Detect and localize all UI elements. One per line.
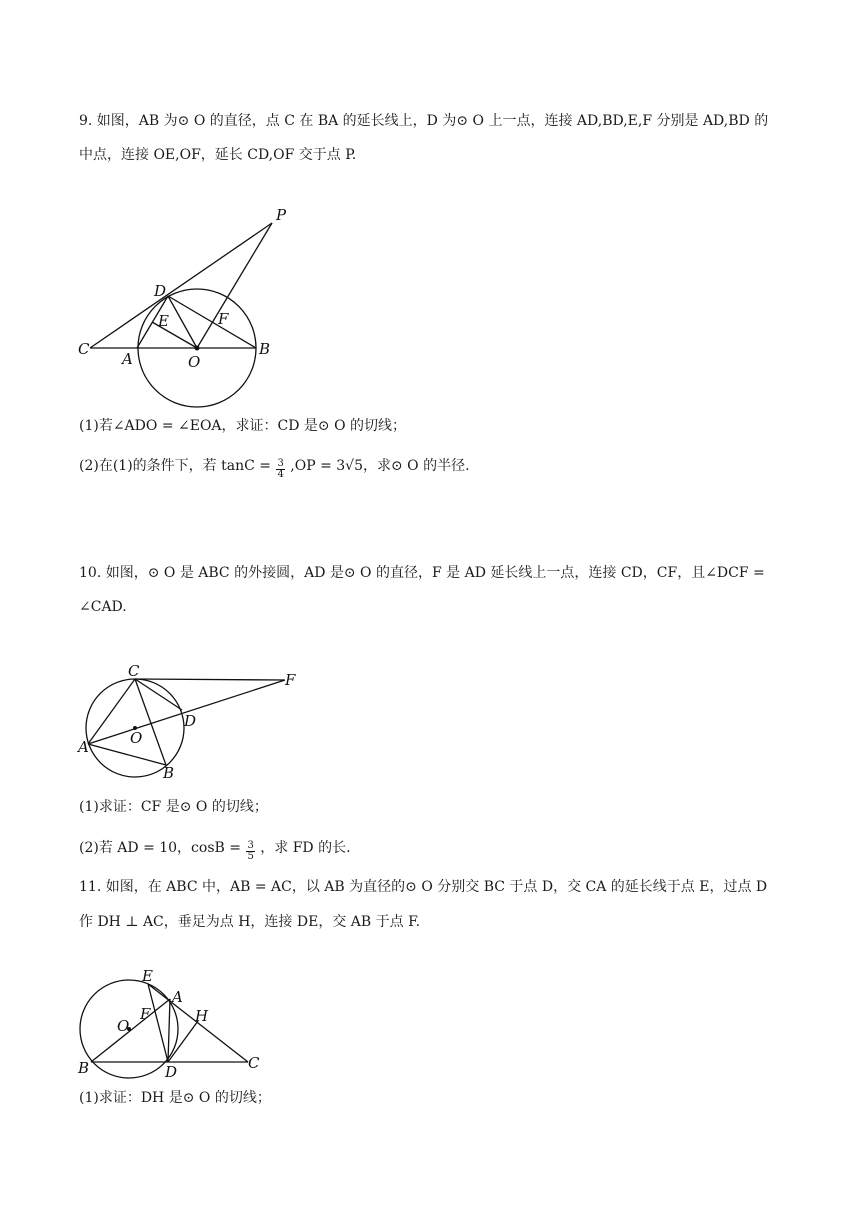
- q11-label-o: O: [117, 1017, 130, 1035]
- q10-label-b: B: [163, 764, 175, 782]
- q9-center-dot: [195, 346, 200, 351]
- q9-label-p: P: [276, 206, 287, 224]
- q10-line-cb: [135, 679, 166, 765]
- q11-line-ad: [168, 999, 170, 1062]
- q9-label-c: C: [78, 340, 90, 358]
- q10-part1: (1)求证：CF 是⊙ O 的切线；: [79, 799, 268, 815]
- q10-fraction: $\frac{3}{5}$: [247, 840, 254, 862]
- q11-line-ba: [91, 999, 170, 1062]
- q11-stem-line2: 作 DH ⊥ AC，垂足为点 H，连接 DE，交 AB 于点 F.: [79, 914, 421, 930]
- q10-label-c: C: [128, 662, 140, 680]
- q10-label-f: F: [285, 671, 296, 689]
- q9-fraction: $\frac{3}{4}$: [277, 458, 284, 480]
- q11-part1: (1)求证：DH 是⊙ O 的切线；: [79, 1090, 271, 1106]
- q9-part2: (2)在(1)的条件下，若 tanC = $\frac{3}{4}$ ,OP = 3√5，求⊙ O 的半径.: [79, 458, 470, 480]
- q9-label-d: D: [154, 282, 167, 300]
- q9-figure: [70, 200, 300, 415]
- q10-line-cf: [135, 679, 285, 680]
- q10-line-ac: [88, 679, 135, 744]
- q9-label-a: A: [122, 350, 133, 368]
- q11-label-c: C: [248, 1054, 260, 1072]
- q10-stem-line1: 10. 如图，⊙ O 是 ABC 的外接圆，AD 是⊙ O 的直径，F 是 AD 延长线上一点，连接 CD，CF，且∠DCF =: [79, 565, 765, 581]
- q9-part1: (1)若∠ADO = ∠EOA，求证：CD 是⊙ O 的切线；: [79, 418, 407, 434]
- q9-line-cp: [90, 223, 272, 348]
- q10-line-cd: [135, 679, 182, 710]
- q9-stem-line1: 9. 如图，AB 为⊙ O 的直径，点 C 在 BA 的延长线上，D 为⊙ O 上一点，连接 AD,BD,E,F 分别是 AD,BD 的: [79, 113, 769, 129]
- q10-part2: (2)若 AD = 10，cosB = $\frac{3}{5}$ ，求 FD 的长.: [79, 840, 351, 862]
- q11-label-d: D: [165, 1063, 178, 1081]
- q10-label-o: O: [130, 729, 143, 747]
- q9-line-db: [168, 296, 256, 348]
- q11-label-h: H: [195, 1007, 209, 1025]
- q9-stem-line2: 中点，连接 OE,OF，延长 CD,OF 交于点 P.: [79, 147, 357, 163]
- q9-line-op: [197, 223, 272, 348]
- q11-figure: [70, 965, 270, 1085]
- q10-figure: [70, 660, 310, 785]
- q11-label-f: F: [140, 1005, 151, 1023]
- q11-stem-line1: 11. 如图，在 ABC 中，AB = AC，以 AB 为直径的⊙ O 分别交 BC 于点 D，交 CA 的延长线于点 E，过点 D: [79, 879, 768, 895]
- q9-label-b: B: [259, 340, 271, 358]
- q10-label-a: A: [78, 738, 89, 756]
- q11-label-a: A: [172, 988, 183, 1006]
- q11-label-e: E: [142, 967, 153, 985]
- q10-stem-line2: ∠CAD.: [79, 599, 127, 615]
- q10-label-d: D: [184, 712, 197, 730]
- q11-line-dh: [168, 1021, 198, 1062]
- q9-label-o: O: [188, 353, 201, 371]
- q9-label-e: E: [158, 312, 169, 330]
- q11-label-b: B: [78, 1059, 90, 1077]
- q9-label-f: F: [218, 310, 229, 328]
